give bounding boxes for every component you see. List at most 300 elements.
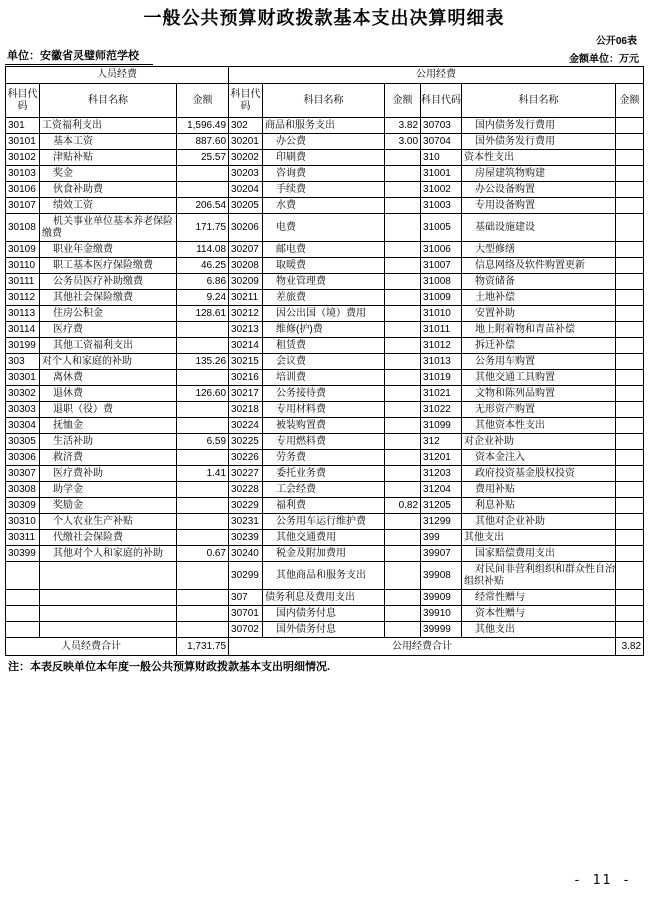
table-row — [6, 402, 644, 418]
personnel-code-cell: 30304 — [6, 418, 40, 434]
col-header-personnel-amount: 金额 — [177, 84, 229, 118]
personnel-amount-cell: 0.67 — [177, 546, 229, 562]
public-a-amount-cell — [385, 466, 421, 482]
public-a-name-cell: 取暖费 — [263, 258, 385, 274]
personnel-amount-cell — [177, 530, 229, 546]
public-a-amount-cell: 3.82 — [385, 118, 421, 134]
public-a-code-cell: 30212 — [229, 306, 263, 322]
personnel-name-cell: 救济费 — [40, 450, 177, 466]
public-a-code-cell: 30205 — [229, 198, 263, 214]
personnel-amount-cell — [177, 338, 229, 354]
personnel-name-cell: 公务员医疗补助缴费 — [40, 274, 177, 290]
public-b-code-cell: 39909 — [421, 590, 462, 606]
public-a-code-cell: 30299 — [229, 562, 263, 590]
personnel-name-cell: 住房公积金 — [40, 306, 177, 322]
public-a-name-cell: 商品和服务支出 — [263, 118, 385, 134]
amount-unit-label: 金额单位： — [569, 54, 619, 65]
public-b-code-cell: 31201 — [421, 450, 462, 466]
footnote: 注：本表反映单位本年度一般公共预算财政拨款基本支出明细情况. — [8, 661, 331, 673]
col-header-public-a-code: 科目代码 — [229, 84, 263, 118]
table-row — [6, 166, 644, 182]
public-a-name-cell: 债务利息及费用支出 — [263, 590, 385, 606]
public-a-code-cell: 30224 — [229, 418, 263, 434]
table-row — [6, 562, 644, 590]
personnel-code-cell: 30311 — [6, 530, 40, 546]
personnel-amount-cell: 6.59 — [177, 434, 229, 450]
public-a-amount-cell: 3.00 — [385, 134, 421, 150]
public-b-amount-cell — [616, 338, 644, 354]
table-row — [6, 418, 644, 434]
public-a-name-cell: 国内债务付息 — [263, 606, 385, 622]
public-b-code-cell: 31021 — [421, 386, 462, 402]
personnel-name-cell: 退职（役）费 — [40, 402, 177, 418]
col-header-public-a-amount: 金额 — [385, 84, 421, 118]
table-row — [6, 182, 644, 198]
page-title: 一般公共预算财政拨款基本支出决算明细表 — [143, 8, 505, 28]
table-row — [6, 338, 644, 354]
public-a-name-cell: 因公出国（境）费用 — [263, 306, 385, 322]
personnel-total-label: 人员经费合计 — [6, 638, 177, 656]
public-b-code-cell: 31002 — [421, 182, 462, 198]
personnel-code-cell — [6, 562, 40, 590]
personnel-amount-cell — [177, 606, 229, 622]
group-header-row — [6, 67, 644, 84]
table-body — [6, 118, 644, 638]
personnel-amount-cell — [177, 590, 229, 606]
public-a-name-cell: 国外债务付息 — [263, 622, 385, 638]
col-header-public-b-amount: 金额 — [616, 84, 644, 118]
personnel-code-cell: 303 — [6, 354, 40, 370]
public-a-amount-cell — [385, 338, 421, 354]
public-a-amount-cell — [385, 386, 421, 402]
public-a-amount-cell — [385, 258, 421, 274]
public-a-code-cell: 30226 — [229, 450, 263, 466]
unit-label: 单位： — [7, 50, 40, 62]
public-a-amount-cell — [385, 242, 421, 258]
public-b-amount-cell — [616, 622, 644, 638]
public-total-amount: 3.82 — [616, 638, 644, 656]
personnel-amount-cell — [177, 622, 229, 638]
public-a-name-cell: 被装购置费 — [263, 418, 385, 434]
personnel-name-cell: 工资福利支出 — [40, 118, 177, 134]
public-b-amount-cell — [616, 562, 644, 590]
public-a-name-cell: 租赁费 — [263, 338, 385, 354]
personnel-amount-cell: 9.24 — [177, 290, 229, 306]
public-a-name-cell: 专用材料费 — [263, 402, 385, 418]
public-b-name-cell: 安置补助 — [462, 306, 616, 322]
personnel-code-cell: 30114 — [6, 322, 40, 338]
public-a-amount-cell — [385, 182, 421, 198]
public-a-name-cell: 咨询费 — [263, 166, 385, 182]
personnel-code-cell: 30109 — [6, 242, 40, 258]
personnel-name-cell: 对个人和家庭的补助 — [40, 354, 177, 370]
public-a-name-cell: 会议费 — [263, 354, 385, 370]
table-row — [6, 322, 644, 338]
table-row — [6, 546, 644, 562]
personnel-amount-cell — [177, 166, 229, 182]
public-b-amount-cell — [616, 514, 644, 530]
personnel-name-cell: 绩效工资 — [40, 198, 177, 214]
public-a-name-cell: 其他商品和服务支出 — [263, 562, 385, 590]
public-a-name-cell: 印刷费 — [263, 150, 385, 166]
personnel-name-cell: 代缴社会保险费 — [40, 530, 177, 546]
personnel-name-cell: 津贴补贴 — [40, 150, 177, 166]
public-a-amount-cell — [385, 530, 421, 546]
public-a-name-cell: 办公费 — [263, 134, 385, 150]
personnel-amount-cell: 6.86 — [177, 274, 229, 290]
public-b-name-cell: 物资储备 — [462, 274, 616, 290]
public-b-name-cell: 其他支出 — [462, 530, 616, 546]
public-a-code-cell: 30214 — [229, 338, 263, 354]
public-a-name-cell: 手续费 — [263, 182, 385, 198]
table-row — [6, 590, 644, 606]
public-b-amount-cell — [616, 354, 644, 370]
public-a-name-cell: 福利费 — [263, 498, 385, 514]
personnel-code-cell: 30106 — [6, 182, 40, 198]
public-b-name-cell: 国内债务发行费用 — [462, 118, 616, 134]
public-b-amount-cell — [616, 386, 644, 402]
public-b-code-cell: 31022 — [421, 402, 462, 418]
public-b-code-cell: 31010 — [421, 306, 462, 322]
personnel-name-cell — [40, 562, 177, 590]
personnel-code-cell: 30305 — [6, 434, 40, 450]
public-b-name-cell: 拆迁补偿 — [462, 338, 616, 354]
personnel-name-cell: 职业年金缴费 — [40, 242, 177, 258]
public-a-amount-cell — [385, 418, 421, 434]
personnel-code-cell: 30306 — [6, 450, 40, 466]
public-b-code-cell: 31013 — [421, 354, 462, 370]
personnel-name-cell: 基本工资 — [40, 134, 177, 150]
public-a-code-cell: 30701 — [229, 606, 263, 622]
table-row — [6, 290, 644, 306]
public-b-code-cell: 31006 — [421, 242, 462, 258]
public-a-name-cell: 其他交通费用 — [263, 530, 385, 546]
public-a-code-cell: 30203 — [229, 166, 263, 182]
public-b-code-cell: 31008 — [421, 274, 462, 290]
personnel-code-cell: 30309 — [6, 498, 40, 514]
personnel-code-cell: 30110 — [6, 258, 40, 274]
table-row — [6, 118, 644, 134]
personnel-amount-cell: 1.41 — [177, 466, 229, 482]
table-row — [6, 134, 644, 150]
public-b-code-cell: 39908 — [421, 562, 462, 590]
public-a-amount-cell — [385, 562, 421, 590]
public-a-code-cell: 302 — [229, 118, 263, 134]
public-b-name-cell: 专用设备购置 — [462, 198, 616, 214]
public-total-label: 公用经费合计 — [229, 638, 616, 656]
public-b-name-cell: 地上附着物和青苗补偿 — [462, 322, 616, 338]
personnel-amount-cell — [177, 402, 229, 418]
personnel-amount-cell — [177, 450, 229, 466]
personnel-name-cell: 奖励金 — [40, 498, 177, 514]
personnel-amount-cell: 171.75 — [177, 214, 229, 242]
personnel-amount-cell — [177, 498, 229, 514]
public-b-amount-cell — [616, 274, 644, 290]
public-b-name-cell: 办公设备购置 — [462, 182, 616, 198]
public-a-amount-cell — [385, 370, 421, 386]
personnel-code-cell: 30307 — [6, 466, 40, 482]
table-row — [6, 370, 644, 386]
public-a-code-cell: 30204 — [229, 182, 263, 198]
personnel-name-cell: 生活补助 — [40, 434, 177, 450]
personnel-code-cell — [6, 590, 40, 606]
personnel-amount-cell: 135.26 — [177, 354, 229, 370]
personnel-code-cell: 30310 — [6, 514, 40, 530]
table-row — [6, 274, 644, 290]
table-row — [6, 434, 644, 450]
public-b-name-cell: 费用补贴 — [462, 482, 616, 498]
personnel-amount-cell: 887.60 — [177, 134, 229, 150]
unit-name — [5, 47, 153, 65]
public-b-name-cell: 公务用车购置 — [462, 354, 616, 370]
personnel-amount-cell — [177, 418, 229, 434]
public-a-amount-cell — [385, 214, 421, 242]
personnel-amount-cell — [177, 514, 229, 530]
public-a-amount-cell: 0.82 — [385, 498, 421, 514]
public-a-code-cell: 30211 — [229, 290, 263, 306]
personnel-name-cell: 其他工资福利支出 — [40, 338, 177, 354]
public-b-name-cell: 对企业补助 — [462, 434, 616, 450]
public-a-code-cell: 30216 — [229, 370, 263, 386]
personnel-amount-cell: 46.25 — [177, 258, 229, 274]
totals-row — [6, 638, 644, 656]
public-b-name-cell: 无形资产购置 — [462, 402, 616, 418]
personnel-amount-cell: 206.54 — [177, 198, 229, 214]
public-a-name-cell: 邮电费 — [263, 242, 385, 258]
personnel-code-cell: 30101 — [6, 134, 40, 150]
public-a-name-cell: 电费 — [263, 214, 385, 242]
public-b-code-cell: 31203 — [421, 466, 462, 482]
table-row — [6, 150, 644, 166]
public-b-amount-cell — [616, 434, 644, 450]
public-a-amount-cell — [385, 198, 421, 214]
personnel-amount-cell: 128.61 — [177, 306, 229, 322]
personnel-code-cell: 30399 — [6, 546, 40, 562]
col-header-personnel-code: 科目代码 — [6, 84, 40, 118]
public-b-code-cell: 31009 — [421, 290, 462, 306]
table-row — [6, 258, 644, 274]
public-a-amount-cell — [385, 546, 421, 562]
table-row — [6, 214, 644, 242]
personnel-code-cell: 30113 — [6, 306, 40, 322]
public-b-amount-cell — [616, 306, 644, 322]
public-b-amount-cell — [616, 182, 644, 198]
personnel-name-cell: 医疗费 — [40, 322, 177, 338]
personnel-name-cell: 职工基本医疗保险缴费 — [40, 258, 177, 274]
public-b-amount-cell — [616, 450, 644, 466]
personnel-code-cell: 30107 — [6, 198, 40, 214]
public-a-name-cell: 差旅费 — [263, 290, 385, 306]
public-a-code-cell: 30218 — [229, 402, 263, 418]
table-row — [6, 530, 644, 546]
public-a-name-cell: 专用燃料费 — [263, 434, 385, 450]
personnel-code-cell: 301 — [6, 118, 40, 134]
public-a-amount-cell — [385, 606, 421, 622]
public-b-name-cell: 国家赔偿费用支出 — [462, 546, 616, 562]
personnel-code-cell: 30112 — [6, 290, 40, 306]
personnel-code-cell — [6, 622, 40, 638]
public-b-code-cell: 310 — [421, 150, 462, 166]
public-b-name-cell: 其他支出 — [462, 622, 616, 638]
public-b-amount-cell — [616, 530, 644, 546]
public-a-name-cell: 培训费 — [263, 370, 385, 386]
personnel-name-cell: 其他社会保险缴费 — [40, 290, 177, 306]
public-a-name-cell: 公务用车运行维护费 — [263, 514, 385, 530]
public-a-code-cell: 30207 — [229, 242, 263, 258]
personnel-amount-cell: 126.60 — [177, 386, 229, 402]
table-row — [6, 514, 644, 530]
public-a-code-cell: 30206 — [229, 214, 263, 242]
personnel-amount-cell — [177, 182, 229, 198]
public-a-code-cell: 30209 — [229, 274, 263, 290]
personnel-amount-cell: 114.08 — [177, 242, 229, 258]
public-b-amount-cell — [616, 418, 644, 434]
public-a-amount-cell — [385, 150, 421, 166]
personnel-amount-cell — [177, 562, 229, 590]
public-b-amount-cell — [616, 134, 644, 150]
public-b-code-cell: 31011 — [421, 322, 462, 338]
personnel-name-cell: 个人农业生产补贴 — [40, 514, 177, 530]
personnel-name-cell — [40, 590, 177, 606]
table-row — [6, 450, 644, 466]
public-b-code-cell: 399 — [421, 530, 462, 546]
public-b-amount-cell — [616, 466, 644, 482]
personnel-name-cell — [40, 622, 177, 638]
personnel-amount-cell: 25.57 — [177, 150, 229, 166]
col-header-personnel-name: 科目名称 — [40, 84, 177, 118]
public-a-amount-cell — [385, 322, 421, 338]
public-b-amount-cell — [616, 242, 644, 258]
table-row — [6, 242, 644, 258]
public-a-amount-cell — [385, 402, 421, 418]
public-a-code-cell: 30702 — [229, 622, 263, 638]
public-b-name-cell: 基础设施建设 — [462, 214, 616, 242]
personnel-name-cell: 其他对个人和家庭的补助 — [40, 546, 177, 562]
personnel-amount-cell — [177, 322, 229, 338]
public-b-amount-cell — [616, 590, 644, 606]
public-b-code-cell: 31204 — [421, 482, 462, 498]
personnel-amount-cell — [177, 370, 229, 386]
public-a-amount-cell — [385, 290, 421, 306]
public-b-amount-cell — [616, 214, 644, 242]
amount-unit — [569, 50, 643, 65]
public-a-name-cell: 维修(护)费 — [263, 322, 385, 338]
group-header-personnel: 人员经费 — [6, 67, 229, 84]
public-a-code-cell: 30213 — [229, 322, 263, 338]
public-a-code-cell: 30202 — [229, 150, 263, 166]
public-a-code-cell: 30240 — [229, 546, 263, 562]
public-b-name-cell: 对民间非营利组织和群众性自治组织补贴 — [462, 562, 616, 590]
public-b-amount-cell — [616, 258, 644, 274]
personnel-code-cell: 30102 — [6, 150, 40, 166]
public-b-code-cell: 31019 — [421, 370, 462, 386]
public-a-code-cell: 30215 — [229, 354, 263, 370]
personnel-code-cell: 30111 — [6, 274, 40, 290]
public-a-amount-cell — [385, 450, 421, 466]
group-header-public: 公用经费 — [229, 67, 644, 84]
public-a-amount-cell — [385, 590, 421, 606]
public-b-code-cell: 31001 — [421, 166, 462, 182]
public-b-amount-cell — [616, 290, 644, 306]
public-a-amount-cell — [385, 306, 421, 322]
public-b-amount-cell — [616, 402, 644, 418]
public-a-name-cell: 公务接待费 — [263, 386, 385, 402]
public-b-amount-cell — [616, 322, 644, 338]
personnel-code-cell: 30301 — [6, 370, 40, 386]
public-a-name-cell: 物业管理费 — [263, 274, 385, 290]
public-a-amount-cell — [385, 354, 421, 370]
public-a-name-cell: 税金及附加费用 — [263, 546, 385, 562]
col-header-public-a-name: 科目名称 — [263, 84, 385, 118]
personnel-amount-cell — [177, 482, 229, 498]
table-row — [6, 482, 644, 498]
public-a-code-cell: 30201 — [229, 134, 263, 150]
public-b-name-cell: 其他资本性支出 — [462, 418, 616, 434]
public-b-code-cell: 30704 — [421, 134, 462, 150]
amount-unit-value: 万元 — [619, 54, 639, 65]
public-b-name-cell: 政府投资基金股权投资 — [462, 466, 616, 482]
expenditure-table — [5, 66, 644, 656]
table-row — [6, 606, 644, 622]
public-b-amount-cell — [616, 606, 644, 622]
table-row — [6, 198, 644, 214]
personnel-name-cell: 奖金 — [40, 166, 177, 182]
public-a-amount-cell — [385, 622, 421, 638]
personnel-name-cell: 医疗费补助 — [40, 466, 177, 482]
col-header-public-b-code: 科目代码 — [421, 84, 462, 118]
meta-row — [5, 48, 643, 65]
public-b-code-cell: 30703 — [421, 118, 462, 134]
public-b-amount-cell — [616, 498, 644, 514]
public-a-code-cell: 30225 — [229, 434, 263, 450]
public-b-name-cell: 文物和陈列品购置 — [462, 386, 616, 402]
public-b-amount-cell — [616, 198, 644, 214]
public-a-code-cell: 30231 — [229, 514, 263, 530]
public-b-code-cell: 312 — [421, 434, 462, 450]
public-b-amount-cell — [616, 118, 644, 134]
table-row — [6, 466, 644, 482]
public-b-name-cell: 房屋建筑物购建 — [462, 166, 616, 182]
public-b-name-cell: 资本性赠与 — [462, 606, 616, 622]
table-row — [6, 386, 644, 402]
personnel-name-cell: 退休费 — [40, 386, 177, 402]
public-b-code-cell: 39907 — [421, 546, 462, 562]
public-a-name-cell: 工会经费 — [263, 482, 385, 498]
personnel-total-amount: 1,731.75 — [177, 638, 229, 656]
personnel-amount-cell: 1,596.49 — [177, 118, 229, 134]
personnel-code-cell: 30308 — [6, 482, 40, 498]
table-row — [6, 622, 644, 638]
col-header-public-b-name: 科目名称 — [462, 84, 616, 118]
public-b-code-cell: 31205 — [421, 498, 462, 514]
public-a-code-cell: 30217 — [229, 386, 263, 402]
public-b-name-cell: 大型修缮 — [462, 242, 616, 258]
personnel-name-cell: 伙食补助费 — [40, 182, 177, 198]
personnel-code-cell: 30302 — [6, 386, 40, 402]
public-b-code-cell: 39999 — [421, 622, 462, 638]
public-a-name-cell: 水费 — [263, 198, 385, 214]
personnel-name-cell: 助学金 — [40, 482, 177, 498]
public-b-amount-cell — [616, 150, 644, 166]
table-row — [6, 306, 644, 322]
public-a-code-cell: 30208 — [229, 258, 263, 274]
public-a-code-cell: 307 — [229, 590, 263, 606]
table-row — [6, 498, 644, 514]
public-b-code-cell: 31007 — [421, 258, 462, 274]
personnel-code-cell: 30199 — [6, 338, 40, 354]
public-a-code-cell: 30227 — [229, 466, 263, 482]
public-b-name-cell: 国外债务发行费用 — [462, 134, 616, 150]
